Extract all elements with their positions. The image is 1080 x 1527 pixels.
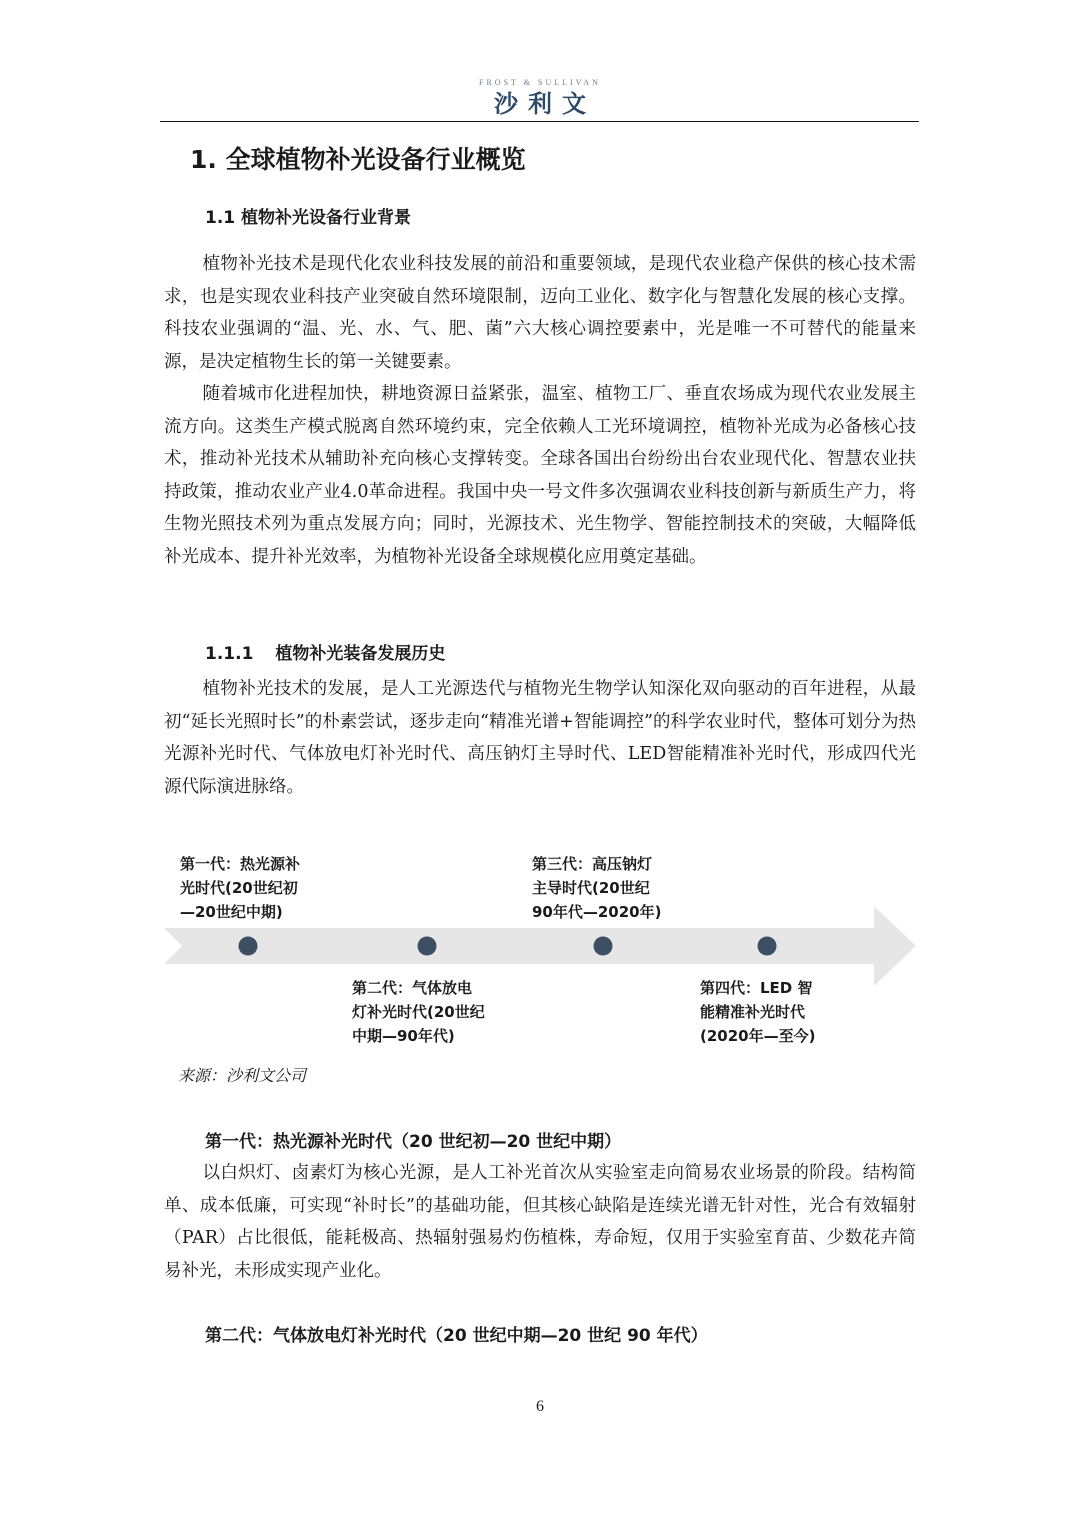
- timeline-label-gen4: [700, 976, 815, 1048]
- gen1-label-line: —20世纪中期): [180, 903, 283, 921]
- history-heading-number: 1.1.1: [205, 644, 254, 664]
- gen1-label-line: 光时代(20世纪初: [180, 879, 298, 897]
- gen3-label-line: 第三代：高压钠灯: [532, 855, 653, 873]
- background-paragraph-1: 植物补光技术是现代化农业科技发展的前沿和重要领域，是现代农业稳产保供的核心技术需求，也是实现农业科技产业突破自然环境限制，迈向工业化、数字化与智慧化发展的核心支撑。科技农业强调的“温、光、水、气、肥、菌”六大核心调控要素中，光是唯一不可替代的能量来源，是决定植物生长的第一关键要素。: [164, 254, 916, 372]
- gen2-label-line: 中期—90年代): [352, 1027, 455, 1045]
- gen1-paragraph: 以白炽灯、卤素灯为核心光源，是人工补光首次从实验室走向简易农业场景的阶段。结构简单、成本低廉，可实现“补时长”的基础功能，但其核心缺陷是连续光谱无针对性，光合有效辐射（PAR）占比很低，能耗极高、热辐射强易灼伤植株，寿命短，仅用于实验室育苗、少数花卉简易补光，未形成实现产业化。: [164, 1163, 916, 1281]
- gen4-label-line: 第四代：LED 智: [700, 979, 813, 997]
- history-heading: [205, 640, 445, 668]
- gen4-label-line: (2020年—至今): [700, 1027, 816, 1045]
- background-paragraph-2: 随着城市化进程加快，耕地资源日益紧张，温室、植物工厂、垂直农场成为现代农业发展主流方向。这类生产模式脱离自然环境约束，完全依赖人工光环境调控，植物补光成为必备核心技术，推动补光技术从辅助补充向核心支撑转变。全球各国出台纷纷出台农业现代化、智慧农业扶持政策，推动农业产业4.0革命进程。我国中央一号文件多次强调农业科技创新与新质生产力，将生物光照技术列为重点发展方向；同时，光源技术、光生物学、智能控制技术的突破，大幅降低补光成本、提升补光效率，为植物补光设备全球规模化应用奠定基础。: [164, 384, 916, 567]
- timeline-dot-gen3: [594, 937, 613, 956]
- timeline-dot-gen1: [239, 937, 258, 956]
- header-divider: [160, 121, 919, 122]
- history-intro-paragraph: 植物补光技术的发展，是人工光源迭代与植物光生物学认知深化双向驱动的百年进程，从最初“延长光照时长”的朴素尝试，逐步走向“精准光谱+智能调控”的科学农业时代，整体可划分为热光源补光时代、气体放电灯补光时代、高压钠灯主导时代、LED智能精准补光时代，形成四代光源代际演进脉络。: [164, 679, 916, 797]
- timeline-dot-gen4: [758, 937, 777, 956]
- gen2-label-line: 第二代：气体放电: [352, 979, 473, 997]
- history-heading-text: 植物补光装备发展历史: [275, 644, 446, 664]
- company-logo: [0, 78, 1080, 118]
- gen1-label-line: 第一代：热光源补: [180, 855, 301, 873]
- gen4-label-line: 能精准补光时代: [700, 1003, 806, 1021]
- gen2-heading: 第二代：气体放电灯补光时代（20 世纪中期—20 世纪 90 年代）: [205, 1326, 708, 1346]
- timeline-dot-gen2: [418, 937, 437, 956]
- timeline-label-gen2: [352, 976, 485, 1048]
- gen3-label-line: 主导时代(20世纪: [532, 879, 650, 897]
- logo-chinese-text: 沙利文: [494, 90, 596, 118]
- generation-timeline: [160, 840, 920, 1050]
- gen2-label-line: 灯补光时代(20世纪: [352, 1003, 485, 1021]
- page-number: 6: [536, 1398, 544, 1415]
- gen3-label-line: 90年代—2020年): [532, 903, 662, 921]
- timeline-label-gen1: [180, 852, 300, 924]
- timeline-label-gen3: [532, 852, 661, 924]
- figure-source-note: 来源：沙利文公司: [178, 1066, 307, 1085]
- gen1-heading: 第一代：热光源补光时代（20 世纪初—20 世纪中期）: [205, 1132, 622, 1152]
- logo-english-text: FROST & SULLIVAN: [479, 78, 601, 87]
- subsection-title: 1.1 植物补光设备行业背景: [205, 208, 412, 228]
- section-title: 1. 全球植物补光设备行业概览: [190, 145, 526, 174]
